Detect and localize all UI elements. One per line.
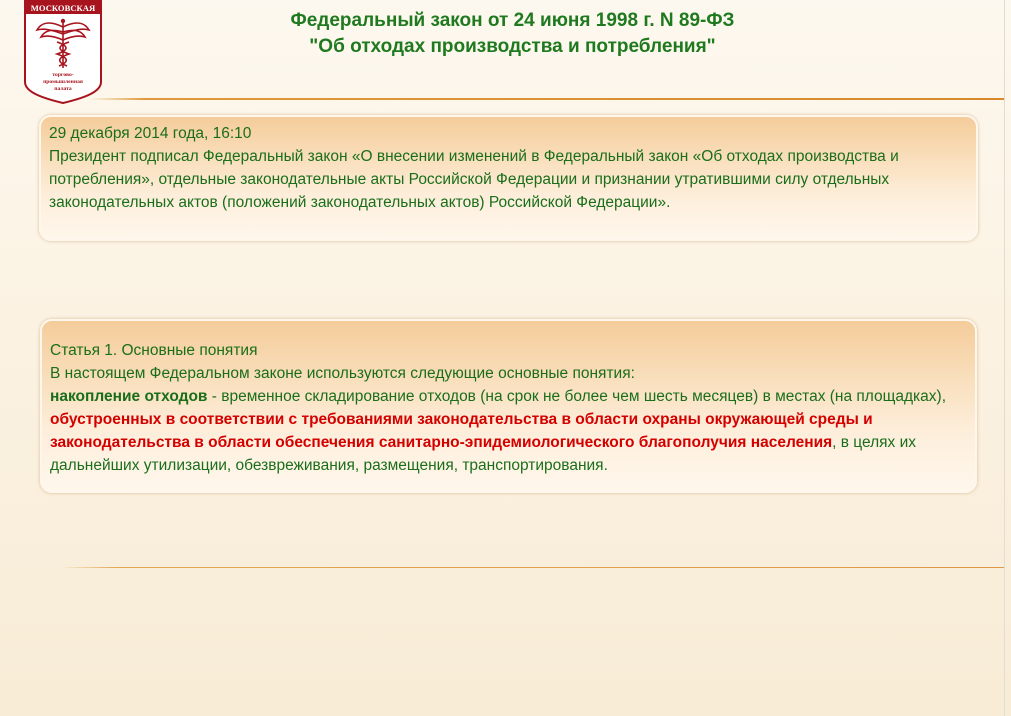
page-title <box>140 8 885 60</box>
footer-divider <box>60 567 1005 568</box>
logo-text-line3: палата <box>54 86 72 92</box>
definition-part-1: - временное складирование отходов (на срок не более чем шесть месяцев) в местах (на площадках), <box>207 388 947 405</box>
title-line-2: "Об отходах производства и потребления" <box>309 36 716 57</box>
news-box <box>39 115 978 241</box>
term-definition <box>50 385 967 477</box>
article-box <box>40 319 977 493</box>
title-line-1: Федеральный закон от 24 июня 1998 г. N 89-ФЗ <box>290 10 735 31</box>
logo-text-line2: промышленная <box>43 79 83 85</box>
logo-text-top: МОСКОВСКАЯ <box>30 3 96 13</box>
news-date: 29 декабря 2014 года, 16:10 <box>49 125 252 142</box>
chamber-of-commerce-logo <box>22 0 104 104</box>
header-divider <box>90 98 1005 100</box>
article-intro: В настоящем Федеральном законе используются следующие основные понятия: <box>50 365 635 382</box>
logo-text-line1: торгово- <box>52 72 74 78</box>
news-text: Президент подписал Федеральный закон «О внесении изменений в Федеральный закон «Об отходах производства и потребления», отдельные законодательные акты Российской Федерации и признании утратившими силу отдельных законодательных актов (положений законодательных актов) Российской Федерации». <box>49 148 899 211</box>
article-heading: Статья 1. Основные понятия <box>50 342 258 359</box>
defined-term: накопление отходов <box>50 388 208 405</box>
definition-part-2: , в целях их дальнейших утилизации, обезвреживания, размещения, транспортирования. <box>50 434 917 474</box>
right-edge-line <box>1004 0 1005 716</box>
definition-highlight: обустроенных в соответствии с требованиями законодательства в области охраны окружающей среды и законодательства в области обеспечения санитарно-эпидемиологического благополучия населения <box>50 411 873 451</box>
